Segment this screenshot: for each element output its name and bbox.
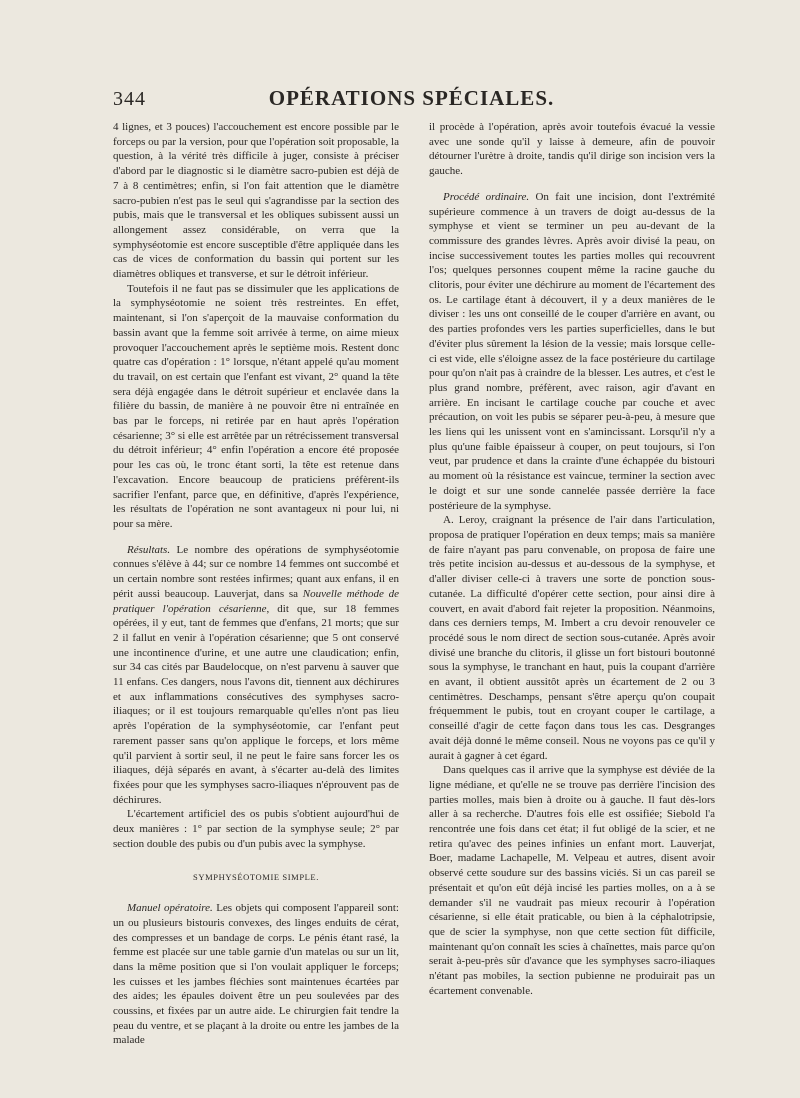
paragraph-bladder: il procède à l'opération, après avoir toutefois évacué la vessie avec une sonde qu'il y laisse à demeure, afin de pouvoir détourner l'urètre à droite, tandis qu'il dirige son incision vers la gauche.	[429, 121, 715, 178]
paragraph-pelvic-diameters: 4 lignes, et 3 pouces) l'accouchement est encore possible par le forceps ou par la version, pour que l'opération soit proposable, la question, à la vérité très difficile à juger, consiste à préciser d'abord par le diagnostic si le diamètre sacro-pubien est déjà de 7 à 8 centimètres; enfin, si l'on fait attention que le diamètre sacro-pubien n'est pas le seul qui s'agrandisse par la section des pubis, mais que le transversal et les obliques subissent aussi un allongement assez considérable, on verra que la symphyséotomie est encore susceptible d'être appliquée dans les cas de vices de conformation du bassin qui portent sur les diamètres obliques et transverse, et sur le détroit inférieur.	[113, 121, 399, 281]
operative-manual-text: Les objets qui composent l'appareil sont: un ou plusieurs bistouris convexes, des linges enduits de cérat, des compresses et un bandage de corps. Le pénis étant rasé, la femme est placée sur une table garnie d'un matelas ou sur un lit, dans la même position que si l'on voulait appliquer le forceps; les cuisses et les jambes fléchies sont maintenues écartées par des aides; les épaules doivent être un peu soulevées par des coussins, et fixées par un autre aide. Le chirurgien fait tendre la peau du ventre, et se plaçant à la droite ou entre les jambes de la malade	[113, 902, 399, 1047]
page-number: 344	[113, 88, 146, 110]
paragraph-deviated-symphysis: Dans quelques cas il arrive que la symphyse est déviée de la ligne médiane, et qu'elle ne se trouve pas derrière l'incision des parties molles, mais bien à droite ou à gauche. Il faut dès-lors aller à sa recherche. D'autres fois elle est ossifiée; Siebold l'a rencontrée une fois dans cet état; il fut obligé de la scier, et ne retira qu'avec des peines infinies un enfant mort. Lauverjat, Boer, madame Lachapelle, M. Velpeau et autres, disent avoir observé cette soudure sur des bassins viciés. Si un cas pareil se présentait et qu'on eût déjà incisé les parties molles, on a à se demander s'il ne vaudrait pas mieux recourir à l'opération césarienne, si elle était praticable, ou bien à la céphalotripsie, que de scier la symphyse, non que cette section fût difficile, maintenant qu'on connaît les scies à chaînettes, mais parce qu'on serait à-peu-près sûr d'avance que les symphyses sacro-iliaques n'étant pas mobiles, la section pubienne ne produirait pas un écartement convenable.	[429, 764, 715, 997]
paragraph-leroy: A. Leroy, craignant la présence de l'air dans l'articulation, proposa de pratiquer l'opération en deux temps; mais sa manière de faire n'ayant pas paru convenable, on proposa de faire une très petite incision au-dessus et au-dessous de la symphyse, et d'aller diviser celle-ci à travers une sorte de ponction sous-cutanée. La difficulté d'opérer cette section, pour ainsi dire à couvert, en avait d'abord fait rejeter la proposition. Néanmoins, dans ces derniers temps, M. Imbert a cru devoir renouveler ce procédé sous le nom direct de section sous-cutanée. Après avoir divisé une branche du clitoris, il glisse un fort bistouri boutonné sous la symphyse, le tranchant en haut, puis la coupant d'arrière en avant, il obtient aussitôt après un écartement de 2 ou 3 centimètres. Deschamps, pensant s'être aperçu qu'on coupait fréquemment le pubis, tout en croyant couper le cartilage, a conseillé d'agir de cette façon dans tous les cas. Desgranges avait déjà donné le même conseil. Nous ne voyons pas ce qu'il y aurait à gagner à cet égard.	[429, 514, 715, 762]
left-column	[113, 120, 399, 1048]
paragraph-pubic-separation: L'écartement artificiel des os pubis s'obtient aujourd'hui de deux manières : 1° par section de la symphyse seule; 2° par section double des pubis ou d'un pubis avec la symphyse.	[113, 808, 399, 850]
ordinary-procedure-lead: Procédé ordinaire.	[443, 190, 530, 203]
paragraph-operative-manual	[113, 901, 399, 1048]
right-column	[429, 120, 715, 998]
paragraph-indications: Toutefois il ne faut pas se dissimuler que les applications de la symphyséotomie ne soient très restreintes. En effet, maintenant, si l'on s'aperçoit de la mauvaise conformation du bassin avant que la femme soit arrivée à terme, on aime mieux provoquer l'accouchement après le septième mois. Restent donc quatre cas d'opération : 1° lorsque, n'étant appelé qu'au moment du travail, on est certain que l'enfant est vivant, 2° quand la tête sera déjà engagée dans le détroit supérieur et enclavée dans la filière du bassin, de manière à ne pouvoir être ni entraînée en bas par le forceps, ni retirée par en haut après l'opération césarienne; 3° si elle est arrêtée par un rétrécissement transversal du détroit inférieur; 4° enfin l'opération a encore été proposée pour les cas où, le tronc étant sorti, la tête est retenue dans l'excavation. Encore beaucoup de praticiens préfèrent-ils sacrifier l'enfant, parce que, en définitive, d'après l'expérience, les résultats de l'opération ne sont avantageux ni pour lui, ni pour sa mère.	[113, 282, 399, 530]
results-text-b: , dit que, sur 18 femmes opérées, il y eut, tant de femmes que d'enfans, 21 morts; que sur 2 il fallut en venir à l'opération césarienne; que 5 ont conservé une incontinence d'urine, et une autre une claudication; enfin, sur 34 cas cités par Baudelocque, on n'est parvenu à sauver que 11 enfans. Ces dangers, nous l'avons dit, tiennent aux déchirures et aux inflammations consécutives des symphyses sacro-iliaques; or il est toujours remarquable qu'elles n'ont pas lieu après l'opération de la symphyséotomie, car l'enfant peut rarement passer sans qu'on applique le forceps, et lors même qu'il parvient à sortir seul, il ne peut le faire sans forcer les os iliaques, déjà séparés en avant, à s'écarter au-delà des limites fixées pour que les symphyses sacro-iliaques n'éprouvent pas de déchirures.	[113, 602, 400, 806]
lauverjat-book-title: Nouvelle méthode de pratiquer l'opération césarienne	[113, 587, 399, 615]
operative-manual-lead: Manuel opératoire.	[127, 902, 213, 915]
results-lead: Résultats.	[127, 543, 171, 556]
results-text-a: Le nombre des opérations de symphyséotomie connues s'élève à 44; sur ce nombre 14 femmes ont succombé et un certain nombre sont restées infirmes; quant aux enfans, il en périt aussi beaucoup. Lauverjat, dans sa	[113, 543, 399, 600]
section-heading: SYMPHYSÉOTOMIE SIMPLE.	[193, 872, 319, 883]
paragraph-results	[113, 543, 399, 808]
paragraph-ordinary-procedure	[429, 190, 715, 513]
ordinary-procedure-text: On fait une incision, dont l'extrémité supérieure commence à un travers de doigt au-dessus de la symphyse et vient se terminer un peu au-devant de la commissure des grandes lèvres. Après avoir divisé la peau, on incise successivement toutes les parties molles qui recouvrent l'os; quelques personnes coupent même la racine gauche du clitoris, pour éviter une déchirure au moment de l'écartement des os. Le cartilage étant à découvert, il y a deux manières de le diviser : les uns ont conseillé de le couper d'arrière en avant, ou des parties profondes vers les parties superficielles, dans le but d'éviter plus sûrement la lésion de la vessie; mais lorsque celle-ci est vide, elle s'éloigne assez de la face postérieure du cartilage pour qu'on n'ait pas à craindre de la blesser. Les autres, et c'est le plus grand nombre, préfèrent, avec raison, agir d'avant en arrière. En incisant le cartilage couche par couche et avec précaution, on voit les pubis se séparer peu-à-peu, à mesure que les liens qui les unissent vont en s'amincissant. Lorsqu'il n'y a plus qu'une faible épaisseur à couper, on peut toujours, si l'on veut, par prudence et dans la crainte d'une échappée du bistouri au moment où la résistance est vaincue, terminer la section avec le doigt et sur une sonde cannelée passée derrière la face postérieure de la symphyse.	[429, 190, 716, 512]
running-title: OPÉRATIONS SPÉCIALES.	[268, 86, 555, 110]
page-header	[113, 86, 710, 120]
